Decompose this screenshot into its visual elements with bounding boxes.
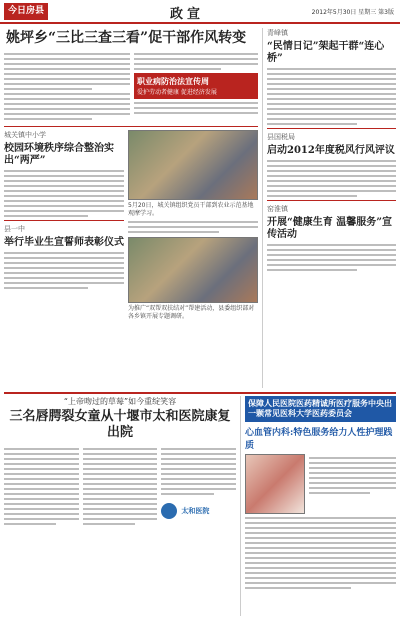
- bottom-right-feature: [240, 396, 396, 616]
- section-divider: [4, 392, 396, 394]
- article2-headline: 校园环境秩序综合整治实出“两严”: [4, 143, 114, 166]
- feature-body: [4, 445, 236, 528]
- photo-field-visit: [128, 130, 258, 200]
- ad-banner: [134, 73, 258, 99]
- issue-date: 2012年5月30日 星期三 第3版: [311, 9, 394, 16]
- ad-title: 职业病防治法宣传周: [137, 77, 209, 86]
- right-headline3: 开展“健康生育 温馨服务”宣传活动: [267, 217, 392, 240]
- photo2-caption: 为推广“双帮双扶结对”帮建活动，县委组织部对各乡镇开展专题调研。: [128, 305, 255, 320]
- hospital-name: 太和医院: [181, 507, 210, 515]
- masthead: [0, 0, 400, 24]
- hospital-logo-icon: [161, 503, 177, 519]
- right-banner: 保障人民医院医药精诚所医疗服务中央出一颗常见医科大学医药委员会: [245, 396, 396, 422]
- bottom-feature: [4, 396, 236, 616]
- ad-slogan: 爱护劳动者健康 促进经济发展: [137, 89, 217, 96]
- photo-meeting: [128, 237, 258, 303]
- right-headline2: 启动2012年度税风行风评议: [267, 145, 395, 156]
- article3-kicker: 县一中: [4, 225, 25, 233]
- hospital-logo: [161, 501, 236, 521]
- feature-kicker: “上帝吻过的草莓”如今重绽笑容: [63, 397, 177, 406]
- right-section1: 青峰镇: [267, 29, 288, 37]
- article2-kicker: 城关镇中小学: [4, 131, 46, 139]
- right-feature-headline: 心血管内科:特色服务给力人性护理践质: [245, 428, 393, 451]
- right-section2: 县国税局: [267, 133, 295, 141]
- right-column: [262, 28, 396, 388]
- newspaper-logo: 今日房县: [4, 3, 48, 20]
- right-section3: 窑淮镇: [267, 205, 288, 213]
- lead-article-body: [4, 50, 130, 123]
- doctor-photo: [245, 454, 305, 514]
- photo1-caption: 5月20日，城关镇组织党员干部到农业示范基地观摩学习。: [128, 202, 254, 217]
- feature-headline: 三名唇腭裂女童从十堰市太和医院康复出院: [9, 409, 231, 440]
- lead-article-body-2: [134, 50, 258, 123]
- right-headline1: “民情日记”架起干群“连心桥”: [267, 41, 385, 64]
- article3-headline: 举行毕业生宣誓师表彰仪式: [4, 237, 124, 248]
- section-title: 政宣: [170, 7, 205, 22]
- lead-headline: 姚坪乡“三比三查三看”促干部作风转变: [6, 30, 247, 46]
- main-column: [4, 28, 258, 388]
